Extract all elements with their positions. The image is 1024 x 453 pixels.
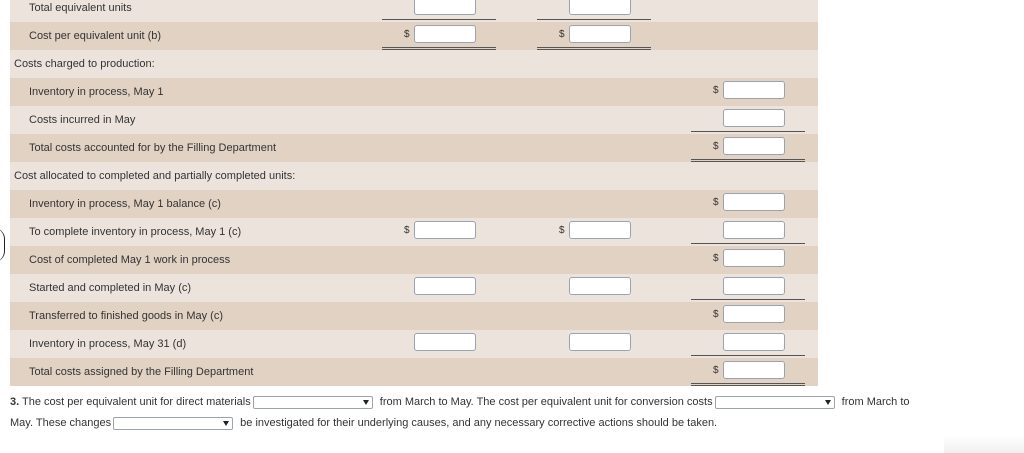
row-label: Started and completed in May (c) xyxy=(29,282,192,294)
row-label: Cost of completed May 1 work in process xyxy=(29,254,231,266)
row-label: Total costs assigned by the Filling Department xyxy=(29,366,254,378)
total-costs-accounted-input[interactable] xyxy=(723,137,785,155)
total-eq-units-conversion-input[interactable] xyxy=(569,0,631,15)
underline xyxy=(691,385,805,386)
dollar-sign: $ xyxy=(713,253,719,264)
transferred-finished-goods-input[interactable] xyxy=(723,305,785,323)
inventory-may31-total-input[interactable] xyxy=(723,333,785,351)
row-label: Total costs accounted for by the Filling Department xyxy=(29,142,277,154)
table-row xyxy=(10,134,818,162)
inventory-may31-materials-input[interactable] xyxy=(414,333,476,351)
to-complete-total-input[interactable] xyxy=(723,221,785,239)
chevron-down-icon xyxy=(825,400,831,405)
page-shadow xyxy=(944,435,1024,453)
total-cell xyxy=(705,246,795,274)
table-row xyxy=(10,218,818,246)
table-row xyxy=(10,274,818,302)
question-text: be investigated for their underlying causes, and any necessary corrective actions should be taken. xyxy=(240,417,718,429)
row-label: To complete inventory in process, May 1 (c) xyxy=(29,226,242,238)
row-label: Inventory in process, May 1 balance (c) xyxy=(29,198,221,210)
dollar-sign: $ xyxy=(404,29,410,40)
table-row xyxy=(10,302,818,330)
total-cell xyxy=(705,78,795,106)
row-label: Cost per equivalent unit (b) xyxy=(29,30,162,42)
cost-completed-may1-wip-input[interactable] xyxy=(723,249,785,267)
started-completed-conversion-input[interactable] xyxy=(569,277,631,295)
table-row xyxy=(10,78,818,106)
materials-cell xyxy=(396,274,486,302)
total-cell xyxy=(705,134,795,162)
underline xyxy=(382,47,496,48)
total-eq-units-materials-input[interactable] xyxy=(414,0,476,15)
investigate-select[interactable] xyxy=(113,417,233,430)
dollar-sign: $ xyxy=(404,225,410,236)
costs-incurred-may-input[interactable] xyxy=(723,109,785,127)
total-cell xyxy=(705,218,795,246)
conversion-cell xyxy=(551,218,641,246)
underline xyxy=(691,383,805,384)
cost-per-eq-unit-materials-input[interactable] xyxy=(414,25,476,43)
conversion-change-select[interactable] xyxy=(715,396,835,409)
to-complete-conversion-input[interactable] xyxy=(569,221,631,239)
dollar-sign: $ xyxy=(713,85,719,96)
underline xyxy=(382,19,496,20)
left-edge-bracket xyxy=(0,228,5,262)
table-row xyxy=(10,358,818,386)
row-label: Inventory in process, May 1 xyxy=(29,86,164,98)
table-row xyxy=(10,330,818,358)
table-row xyxy=(10,162,818,190)
total-cell xyxy=(705,190,795,218)
chevron-down-icon xyxy=(363,400,369,405)
dollar-sign: $ xyxy=(713,141,719,152)
underline xyxy=(691,243,805,244)
conversion-cell xyxy=(551,274,641,302)
started-completed-materials-input[interactable] xyxy=(414,277,476,295)
total-cell xyxy=(705,106,795,134)
underline xyxy=(537,19,651,20)
row-label: Inventory in process, May 31 (d) xyxy=(29,338,187,350)
cost-of-production-table xyxy=(10,0,818,386)
total-cell xyxy=(705,330,795,358)
row-label: Transferred to finished goods in May (c) xyxy=(29,310,224,322)
inventory-may1-total-input[interactable] xyxy=(723,81,785,99)
to-complete-materials-input[interactable] xyxy=(414,221,476,239)
underline xyxy=(691,131,805,132)
dollar-sign: $ xyxy=(713,365,719,376)
conversion-cell xyxy=(551,0,641,22)
dollar-sign: $ xyxy=(559,225,565,236)
table-row xyxy=(10,22,818,50)
section-heading: Costs charged to production: xyxy=(14,58,155,70)
question-3 xyxy=(10,392,1020,434)
materials-cell xyxy=(396,218,486,246)
conversion-cell xyxy=(551,330,641,358)
chevron-down-icon xyxy=(223,421,229,426)
question-text: from March to May. The cost per equivalent unit for conversion costs xyxy=(379,396,713,408)
table-row xyxy=(10,246,818,274)
question-text: May. These changes xyxy=(10,417,112,429)
started-completed-total-input[interactable] xyxy=(723,277,785,295)
conversion-cell xyxy=(551,22,641,50)
section-heading: Cost allocated to completed and partially completed units: xyxy=(14,170,296,182)
question-number: 3. xyxy=(10,396,20,408)
materials-cell xyxy=(396,330,486,358)
materials-cell xyxy=(396,22,486,50)
total-cell xyxy=(705,302,795,330)
table-row xyxy=(10,106,818,134)
table-row xyxy=(10,190,818,218)
dollar-sign: $ xyxy=(559,29,565,40)
underline xyxy=(691,355,805,356)
row-label: Total equivalent units xyxy=(29,2,132,14)
total-cell xyxy=(705,358,795,386)
question-text: The cost per equivalent unit for direct materials xyxy=(22,396,251,408)
inventory-may1-balance-input[interactable] xyxy=(723,193,785,211)
cost-per-eq-unit-conversion-input[interactable] xyxy=(569,25,631,43)
table-row xyxy=(10,0,818,22)
underline xyxy=(691,299,805,300)
underline xyxy=(691,159,805,160)
question-text: from March to xyxy=(841,396,910,408)
total-costs-assigned-input[interactable] xyxy=(723,361,785,379)
inventory-may31-conversion-input[interactable] xyxy=(569,333,631,351)
dollar-sign: $ xyxy=(713,197,719,208)
row-label: Costs incurred in May xyxy=(29,114,136,126)
table-row xyxy=(10,50,818,78)
dollar-sign: $ xyxy=(713,309,719,320)
total-cell xyxy=(705,274,795,302)
materials-cell xyxy=(396,0,486,22)
materials-change-select[interactable] xyxy=(253,396,373,409)
underline xyxy=(537,47,651,48)
